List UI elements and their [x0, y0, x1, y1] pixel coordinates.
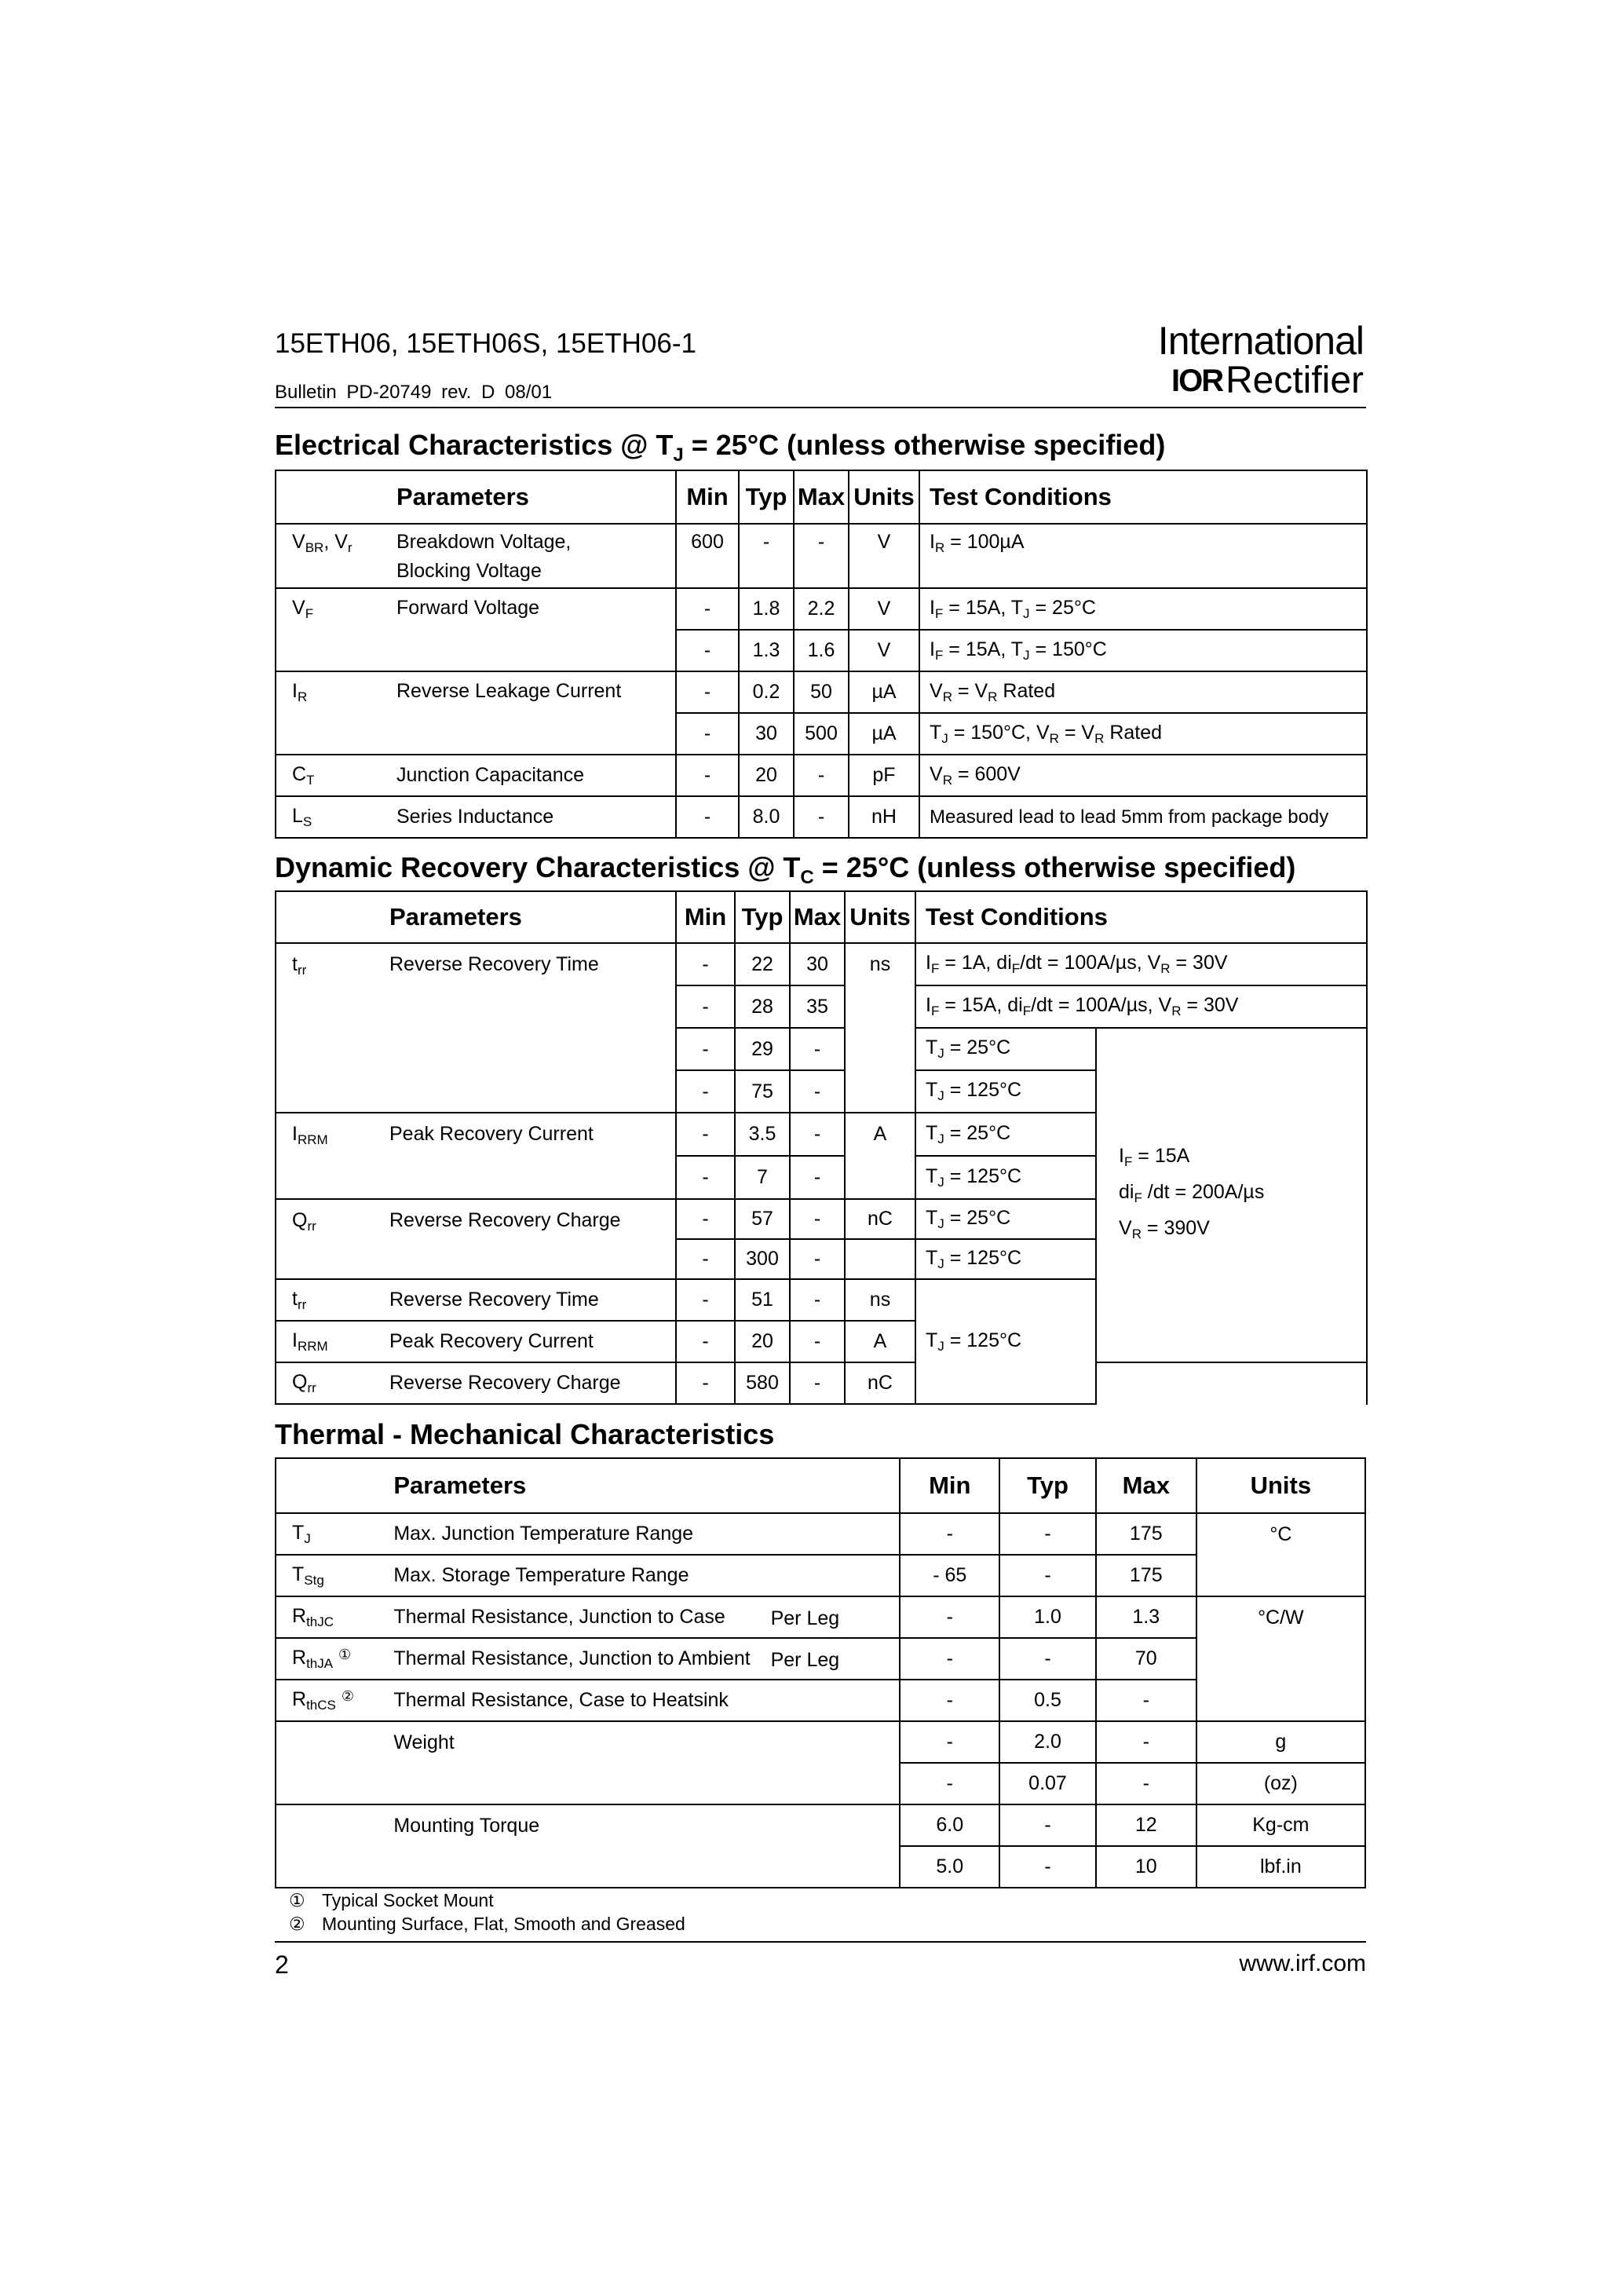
test-condition: $I_F = 1A$, $di_F/dt = 100A/\mu s$, $V_R = 30V$: [915, 943, 1367, 985]
symbol-qrr-2: $Q_{rr}$: [276, 1362, 382, 1404]
test-condition: $T_J = 125^\circ C$: [915, 1070, 1096, 1113]
col-max: Max: [790, 891, 845, 943]
col-parameters: Parameters: [382, 891, 676, 943]
symbol-irrm-2: $I_{RRM}$: [276, 1321, 382, 1362]
col-max: Max: [1096, 1458, 1196, 1513]
col-typ: Typ: [739, 470, 794, 524]
table-row: - 29 - $T_J = 25^\circ C$ $I_F = 15A$ $di_F$ /dt = 200A/µs $V_R = 390V$: [276, 1028, 1367, 1070]
table-row: $I_{RRM}$ Peak Recovery Current - 20 - A: [276, 1321, 1367, 1362]
symbol-ir: $I_R$: [276, 671, 385, 755]
test-condition: $T_J = 150^\circ C$, $V_R = V_R$ Rated: [919, 713, 1367, 755]
table-row: $t_{rr}$ Reverse Recovery Time - 22 30 ns $I_F = 1A$, $di_F/dt = 100A/\mu s$, $V_R = 30V$: [276, 943, 1367, 985]
symbol-tstg: $T_{Stg}$: [276, 1555, 385, 1596]
symbol-rthcs: $R_{thCS}$ ②: [276, 1680, 385, 1721]
table-row: $T_{Stg}$ Max. Storage Temperature Range - 65 - 175: [276, 1555, 1365, 1596]
bulletin-number: Bulletin PD-20749 rev. D 08/01: [275, 382, 553, 403]
table-row: $R_{thCS}$ ② Thermal Resistance, Case to Heatsink - 0.5 -: [276, 1680, 1365, 1721]
group1-conditions: $I_F = 15A$ $di_F$ /dt = 200A/µs $V_R = 390V$: [1096, 1028, 1367, 1362]
table-row: - 30 500 µA $T_J = 150^\circ C$, $V_R = V_R$ Rated: [276, 713, 1367, 755]
table-row: $R_{thJC}$ Thermal Resistance, Junction to Case Per Leg - 1.0 1.3 °C/W: [276, 1596, 1365, 1638]
logo-ior: IOR: [1171, 364, 1223, 398]
test-condition: $T_J = 25^\circ C$: [915, 1028, 1096, 1070]
col-typ: Typ: [735, 891, 790, 943]
col-min: Min: [676, 470, 739, 524]
table-row: 5.0 - 10 lbf.in: [276, 1846, 1365, 1888]
col-min: Min: [900, 1458, 999, 1513]
company-logo: [1157, 318, 1364, 404]
table-row: - 75 - $T_J = 125^\circ C$: [276, 1070, 1367, 1113]
footnote-2: ② Mounting Surface, Flat, Smooth and Greased: [289, 1914, 685, 1934]
test-condition: $V_R = 600V$: [919, 755, 1367, 796]
dynamic-section-title: Dynamic Recovery Characteristics @ $T_C = 25^\circ C$ (unless otherwise specified): [275, 851, 1296, 889]
test-condition: $I_R = 100\mu A$: [919, 524, 1367, 588]
test-condition: $I_F = 15A$, $di_F/dt = 100A/\mu s$, $V_R = 30V$: [915, 985, 1367, 1028]
logo-rectifier: Rectifier: [1225, 360, 1364, 401]
thermal-table-body: [275, 1457, 1366, 1888]
symbol-trr-2: $t_{rr}$: [276, 1279, 382, 1321]
col-units: Units: [1196, 1458, 1365, 1513]
table-row: $Q_{rr}$ Reverse Recovery Charge - 580 - nC: [276, 1362, 1367, 1404]
dynamic-table: [275, 890, 1368, 1405]
page-number: 2: [275, 1951, 289, 1979]
table-header-row: [276, 470, 1367, 524]
header-divider: [275, 407, 1366, 408]
col-parameters: Parameters: [385, 1458, 900, 1513]
col-test-conditions: Test Conditions: [919, 470, 1367, 524]
table-row: $L_S$ Series Inductance - 8.0 - nH Measured lead to lead 5mm from package body: [276, 796, 1367, 838]
group2-tj: $T_J = 125^\circ C$: [915, 1279, 1096, 1404]
symbol-qrr: $Q_{rr}$: [276, 1199, 382, 1279]
table-row: Weight - 2.0 - g: [276, 1721, 1365, 1763]
col-test-conditions: Test Conditions: [915, 891, 1367, 943]
table-header-row: [276, 1458, 1365, 1513]
footnote-1: ① Typical Socket Mount: [289, 1890, 494, 1910]
symbol-vbr: $V_{BR}$, $V_r$: [276, 524, 385, 588]
electrical-table: [275, 470, 1368, 839]
symbol-vf: $V_F$: [276, 588, 385, 671]
col-max: Max: [794, 470, 849, 524]
col-typ: Typ: [999, 1458, 1096, 1513]
thermal-section-title: Thermal - Mechanical Characteristics: [275, 1418, 775, 1450]
electrical-section-title: Electrical Characteristics @ $T_J = 25^\circ C$ (unless otherwise specified): [275, 429, 1166, 466]
symbol-ls: $L_S$: [276, 796, 385, 838]
logo-international: International: [1157, 319, 1364, 363]
table-row: $V_F$ Forward Voltage - 1.8 2.2 V $I_F = 15A$, $T_J = 25^\circ C$: [276, 588, 1367, 630]
test-condition: Measured lead to lead 5mm from package body: [919, 796, 1367, 838]
table-row: $I_{RRM}$ Peak Recovery Current - 3.5 - A $T_J = 25^\circ C$: [276, 1113, 1367, 1156]
table-row: - 1.3 1.6 V $I_F = 15A$, $T_J = 150^\circ C$: [276, 630, 1367, 671]
test-condition: $T_J = 125^\circ C$: [915, 1156, 1096, 1199]
param-breakdown: Breakdown Voltage, Blocking Voltage: [385, 524, 676, 588]
symbol-rthjc: $R_{thJC}$: [276, 1596, 385, 1638]
table-row: Mounting Torque 6.0 - 12 Kg-cm: [276, 1804, 1365, 1846]
table-row: $V_{BR}$, $V_r$ Breakdown Voltage, Blocking Voltage 600 - - V $I_R = 100\mu A$: [276, 524, 1367, 588]
website-link[interactable]: www.irf.com: [1239, 1951, 1366, 1976]
table-row: - 0.07 - (oz): [276, 1763, 1365, 1804]
table-row: - 28 35 $I_F = 15A$, $di_F/dt = 100A/\mu s$, $V_R = 30V$: [276, 985, 1367, 1028]
test-condition: $I_F = 15A$, $T_J = 150^\circ C$: [919, 630, 1367, 671]
table-row: - 7 - $T_J = 125^\circ C$: [276, 1156, 1367, 1199]
table-row: $R_{thJA}$ ① Thermal Resistance, Junction to Ambient Per Leg - - 70: [276, 1638, 1365, 1680]
table-row: $t_{rr}$ Reverse Recovery Time - 51 - ns $T_J = 125^\circ C$: [276, 1279, 1367, 1321]
table-row: - 300 - $T_J = 125^\circ C$: [276, 1239, 1367, 1279]
col-units: Units: [845, 891, 915, 943]
col-parameters: Parameters: [385, 470, 676, 524]
symbol-irrm: $I_{RRM}$: [276, 1113, 382, 1199]
symbol-trr: $t_{rr}$: [276, 943, 382, 1113]
table-header-row: [276, 891, 1367, 943]
table-row: $I_R$ Reverse Leakage Current - 0.2 50 µA $V_R = V_R$ Rated: [276, 671, 1367, 713]
symbol-rthja: $R_{thJA}$ ①: [276, 1638, 385, 1680]
col-min: Min: [676, 891, 735, 943]
symbol-ct: $C_T$: [276, 755, 385, 796]
table-row: $C_T$ Junction Capacitance - 20 - pF $V_R = 600V$: [276, 755, 1367, 796]
symbol-tj: $T_J$: [276, 1513, 385, 1555]
table-row: $Q_{rr}$ Reverse Recovery Charge - 57 - nC $T_J = 25^\circ C$: [276, 1199, 1367, 1239]
test-condition: $T_J = 25^\circ C$: [915, 1199, 1096, 1239]
test-condition: $V_R = V_R$ Rated: [919, 671, 1367, 713]
test-condition: $T_J = 125^\circ C$: [915, 1239, 1096, 1279]
test-condition: $I_F = 15A$, $T_J = 25^\circ C$: [919, 588, 1367, 630]
document-title: 15ETH06, 15ETH06S, 15ETH06-1: [275, 328, 696, 359]
footer-divider: [275, 1941, 1366, 1943]
table-row: $T_J$ Max. Junction Temperature Range - - 175 °C: [276, 1513, 1365, 1555]
col-units: Units: [849, 470, 919, 524]
test-condition: $T_J = 25^\circ C$: [915, 1113, 1096, 1156]
